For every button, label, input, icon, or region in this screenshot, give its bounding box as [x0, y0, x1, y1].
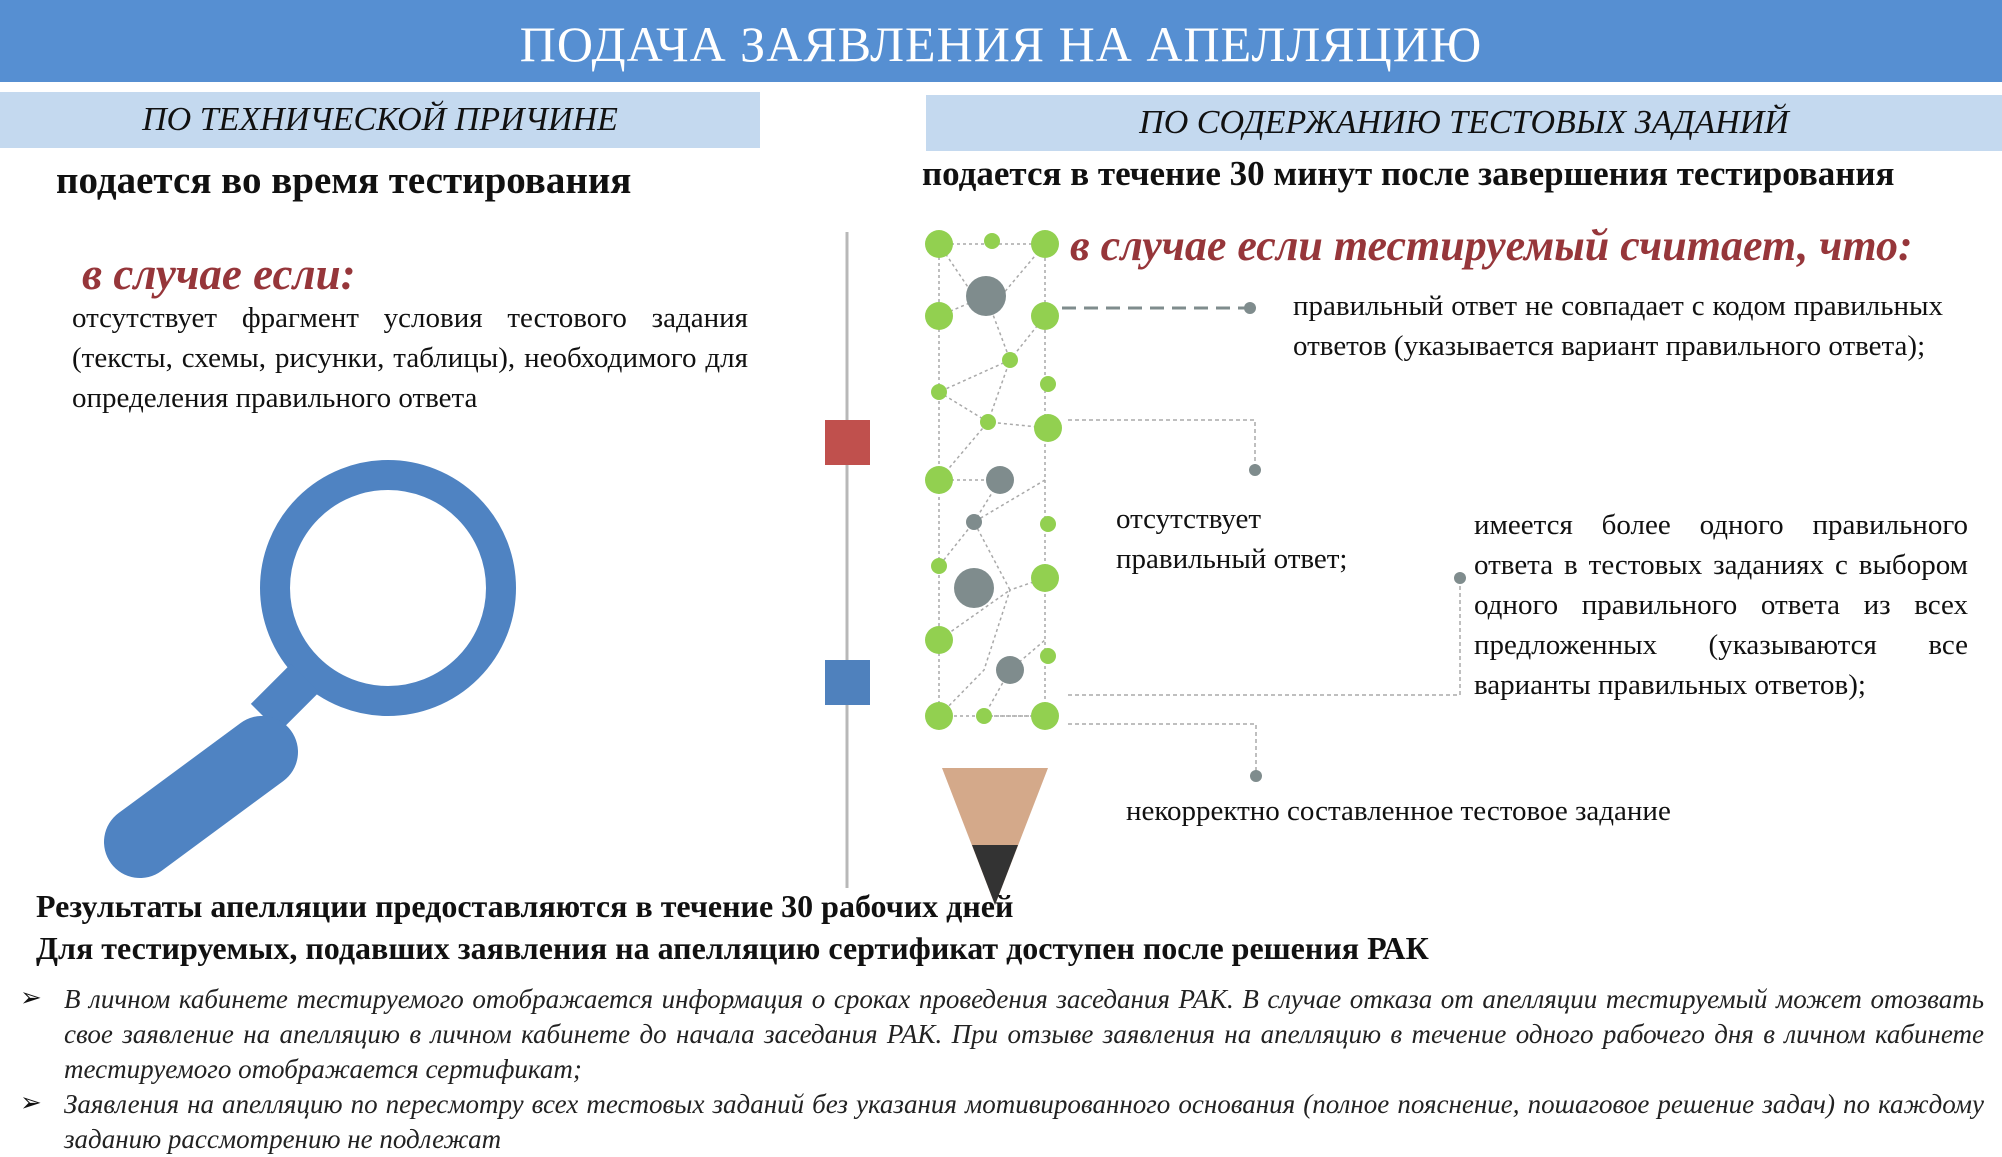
right-item-wrong-code: правильный ответ не совпадает с кодом правильных ответов (указывается вариант правильного ответа); — [1293, 290, 1943, 362]
right-item-multiple-answers: имеется более одного правильного ответа в тестовых заданиях с выбором одного правильного ответа из всех предложенных (указываются все варианты правильных ответов); — [1474, 509, 1968, 701]
left-case-text: отсутствует фрагмент условия тестового задания (тексты, схемы, рисунки, таблицы), необходимого для определения правильного ответа — [72, 302, 748, 414]
left-section-header: ПО ТЕХНИЧЕСКОЙ ПРИЧИНЕ — [0, 92, 760, 148]
left-case-heading: в случае если: — [82, 249, 356, 299]
bullet-arrow-icon: ➢ — [20, 983, 42, 1012]
magnifier-icon — [140, 475, 501, 842]
right-item-no-answer: отсутствует правильный ответ; — [1116, 503, 1348, 575]
right-item-incorrect-task: некорректно составленное тестовое задание — [1126, 795, 1671, 827]
note-not-considered: Заявления на апелляцию по пересмотру всех тестовых заданий без указания мотивированного основания (полное пояснение, пошаговое решение задач) по каждому заданию рассмотрению не подлежат — [64, 1089, 1984, 1154]
network-pencil-icon — [925, 230, 1062, 905]
page-title: ПОДАЧА ЗАЯВЛЕНИЯ НА АПЕЛЛЯЦИЮ — [0, 0, 2002, 82]
left-timing-text: подается во время тестирования — [56, 159, 632, 202]
blue-square-marker — [825, 660, 870, 705]
right-timing-text: подается в течение 30 минут после завершения тестирования — [922, 154, 1895, 193]
red-square-marker — [825, 420, 870, 465]
right-case-heading: в случае если тестируемый считает, что: — [1070, 221, 1913, 270]
right-section-header: ПО СОДЕРЖАНИЮ ТЕСТОВЫХ ЗАДАНИЙ — [926, 95, 2002, 151]
note-withdraw-appeal: В личном кабинете тестируемого отображается информация о сроках проведения заседания РАК. В случае отказа от апелляции тестируемый может отозвать свое заявление на апелляцию в личном кабинете до начала заседания РАК. При отзыве заявления на апелляцию в течение одного рабочего дня в личном кабинете тестируемого отображается сертификат; — [64, 984, 1984, 1084]
certificate-availability-text: Для тестируемых, подавших заявления на апелляцию сертификат доступен после решения РАК — [36, 930, 1429, 966]
results-timing-text: Результаты апелляции предоставляются в течение 30 рабочих дней — [36, 888, 1014, 924]
bullet-arrow-icon: ➢ — [20, 1088, 42, 1117]
